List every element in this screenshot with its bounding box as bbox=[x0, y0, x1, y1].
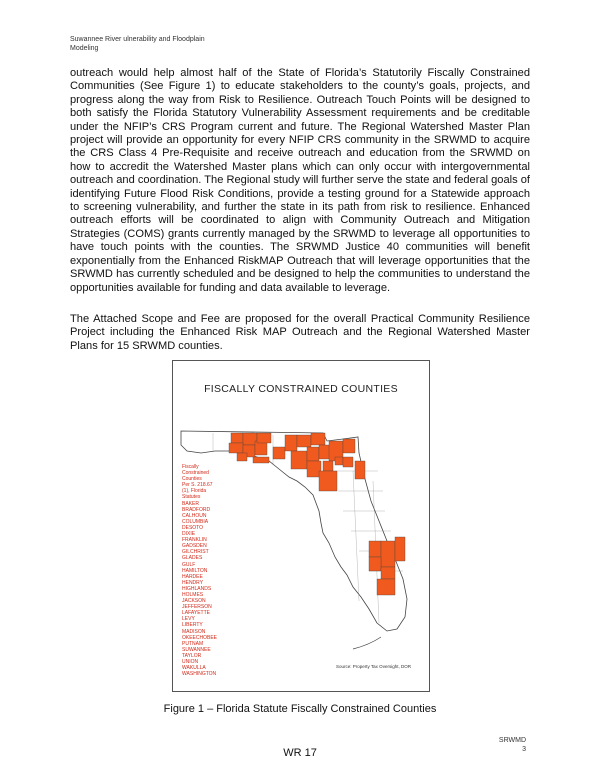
county-madison bbox=[297, 435, 311, 447]
paragraph-outreach: outreach would help almost half of the State of Florida’s Statutorily Fiscally Constrained Communities (See Figure 1) to educate stakeholders to the county’s goals, projects, and progress along the way from Risk to Resilience. Outreach Touch Points will be designed to both satisfy the Florida Statutory Vulnerability Assessment requirements and be creditable under the NFIP’s CRS Program current and future. The Regional Watershed Master Plan project will provide an opportunity for every NFIP CRS community in the SRWMD to acquire the CRS Class 4 Pre-Requisite and receive outreach and education from the SRWMD on how to accredit the Watershed Master plans which can only occur with intergovernmental outreach and coordination. The Regional study will further serve the state and federal goals of identifying Future Flood Risk Conditions, provide a testing ground for a Statewide approach to screening vulnerability, and further the state in its path from risk to resilience. Enhanced outreach efforts will be coordinated to align with Community Outreach and Mitigation Strategies (COMS) grants currently managed by the SRWMD to leverage all opportunities to have touch points with the counties. The SRWMD Justice 40 communities will benefit exponentially from the Enhanced RiskMAP Outreach that will leverage opportunities that the SRWMD has currently scheduled and be designed to help the communities to understand the opportunities available for funding and data available to leverage. bbox=[70, 67, 530, 294]
paragraph-scope-fee: The Attached Scope and Fee are proposed for the overall Practical Community Resilience Project including the Enhanced Risk MAP Outreach and the Regional Watershed Master Plans for 15 SRWMD counties. bbox=[70, 313, 530, 352]
footer-doc-id: WR 17 bbox=[283, 747, 317, 759]
county-name: WASHINGTON bbox=[182, 671, 217, 678]
county-name: UNION bbox=[182, 659, 199, 665]
legend-intro-line: Fiscally bbox=[182, 464, 199, 470]
county-hendry bbox=[377, 579, 395, 595]
county-name: OKEECHOBEE bbox=[182, 634, 218, 641]
legend-intro-line: (1), Florida bbox=[182, 488, 207, 495]
page-header bbox=[70, 36, 205, 53]
county-name: FRANKLIN bbox=[182, 537, 207, 544]
county-name: PUTNAM bbox=[182, 640, 204, 647]
county-jefferson bbox=[285, 435, 297, 451]
county-name: DIXIE bbox=[182, 531, 196, 538]
county-washington bbox=[229, 443, 243, 453]
county-gadsden bbox=[257, 433, 271, 443]
county-name: WAKULLA bbox=[182, 665, 206, 672]
figure-caption: Figure 1 – Florida Statute Fiscally Constrained Counties bbox=[163, 703, 437, 715]
county-holmes bbox=[231, 433, 243, 443]
county-desoto bbox=[369, 557, 381, 571]
county-name: HIGHLANDS bbox=[182, 585, 212, 592]
county-okeechobee bbox=[395, 537, 405, 561]
footer-org: SRWMD bbox=[498, 737, 526, 744]
county-name: TAYLOR bbox=[182, 652, 202, 659]
county-name: JEFFERSON bbox=[182, 604, 212, 611]
county-levy bbox=[319, 471, 337, 491]
county-union bbox=[335, 457, 343, 465]
map-source-note: Source: Property Tax Oversight, DOR bbox=[336, 664, 411, 669]
county-wakulla bbox=[273, 447, 285, 459]
header-title-line1: Suwannee River ulnerability and Floodplain bbox=[70, 36, 205, 43]
county-lafayette bbox=[307, 447, 319, 461]
legend-intro-line: Counties bbox=[182, 476, 202, 483]
county-taylor bbox=[291, 451, 307, 469]
county-franklin bbox=[253, 457, 269, 463]
footer-org-block bbox=[499, 737, 526, 754]
county-name: BRADFORD bbox=[182, 506, 211, 513]
county-name: CALHOUN bbox=[182, 512, 207, 519]
county-name: BAKER bbox=[182, 500, 199, 507]
florida-keys bbox=[353, 637, 381, 649]
county-name: COLUMBIA bbox=[182, 518, 209, 525]
county-name: SUWANNEE bbox=[182, 646, 211, 653]
county-name: LIBERTY bbox=[182, 622, 203, 629]
county-name: GADSDEN bbox=[182, 543, 207, 550]
county-name: LAFAYETTE bbox=[182, 610, 210, 617]
county-hardee bbox=[369, 541, 381, 557]
county-glades bbox=[381, 567, 395, 579]
county-name: GILCHRIST bbox=[182, 549, 209, 556]
county-putnam bbox=[355, 461, 365, 479]
county-baker bbox=[343, 439, 355, 453]
figure-title: FISCALLY CONSTRAINED COUNTIES bbox=[204, 383, 398, 395]
header-title-line2: Modeling bbox=[70, 44, 99, 52]
county-legend bbox=[182, 464, 217, 677]
county-name: MADISON bbox=[182, 628, 206, 635]
county-name: GULF bbox=[182, 561, 196, 568]
county-highlands bbox=[381, 541, 395, 567]
county-bradford bbox=[343, 457, 353, 467]
footer-page-number: 3 bbox=[522, 745, 526, 753]
county-gulf bbox=[237, 453, 247, 461]
county-name: HAMILTON bbox=[182, 567, 208, 574]
county-name: HOLMES bbox=[182, 591, 204, 598]
county-gilchrist bbox=[323, 461, 333, 471]
figure-fiscally-constrained-map bbox=[172, 360, 430, 692]
county-name: HARDEE bbox=[182, 573, 203, 580]
county-name: LEVY bbox=[182, 616, 195, 623]
county-name: JACKSON bbox=[182, 598, 206, 605]
legend-intro-line: Constrained bbox=[182, 470, 209, 477]
county-hamilton bbox=[311, 433, 325, 445]
county-name: GLADES bbox=[182, 555, 203, 562]
legend-intro-line: Statutes bbox=[182, 494, 201, 501]
county-name: HENDRY bbox=[182, 579, 204, 586]
county-name: DESOTO bbox=[182, 524, 204, 531]
legend-intro-line: Per S. 218.67 bbox=[182, 482, 213, 489]
